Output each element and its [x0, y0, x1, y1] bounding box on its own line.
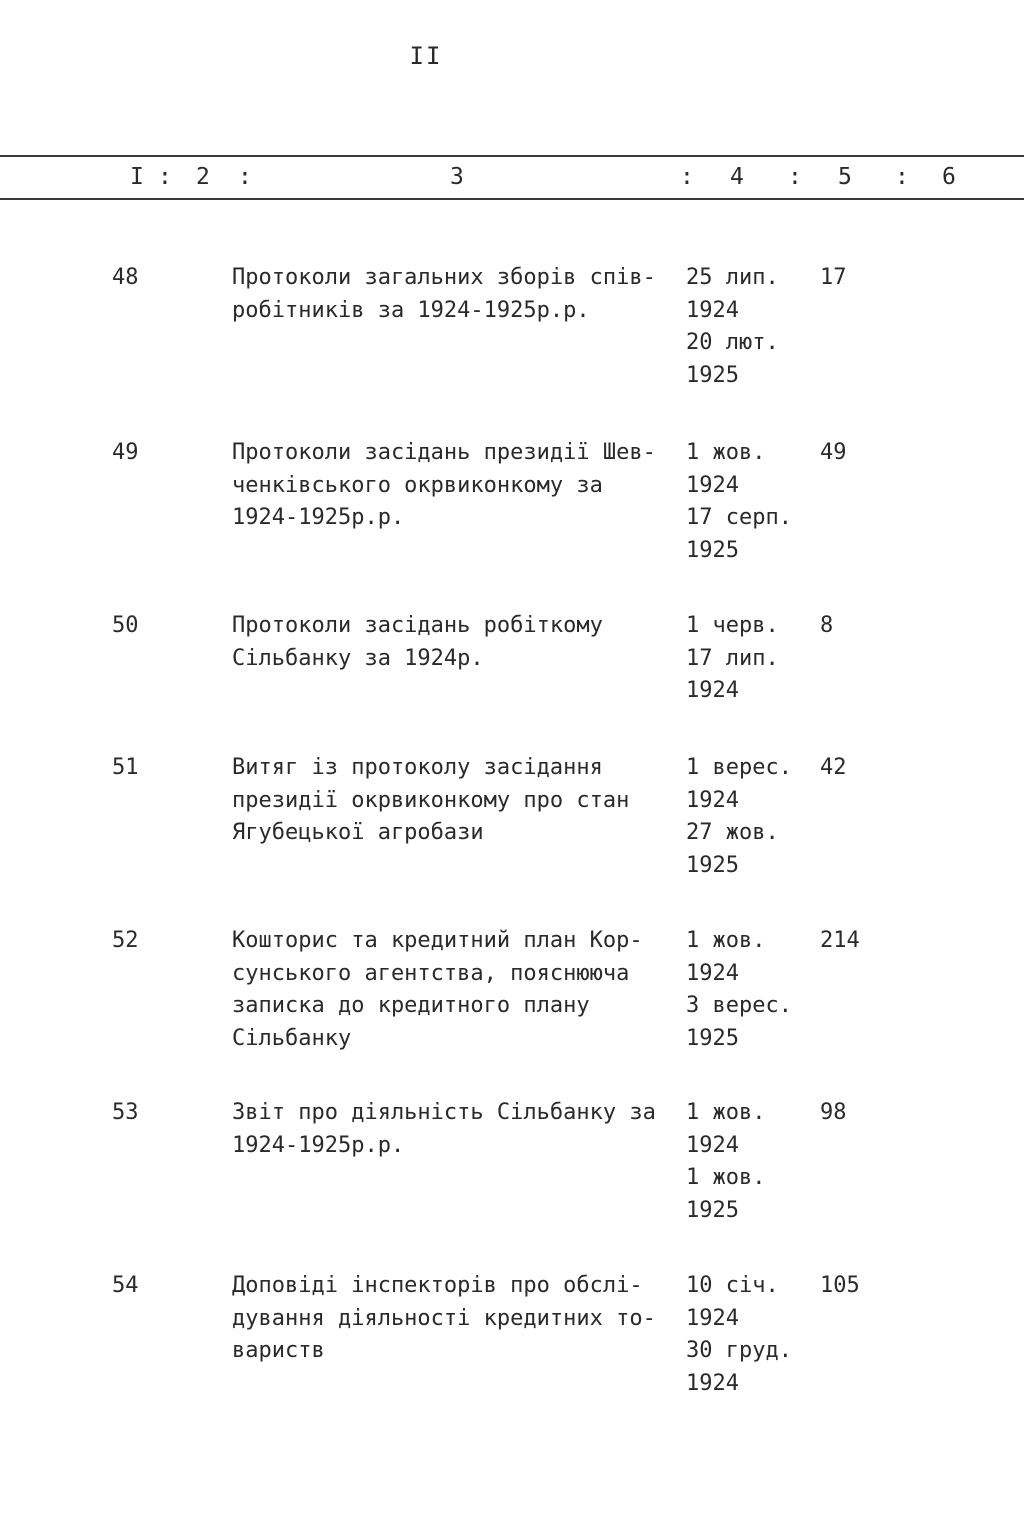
record-title: [232, 1097, 672, 1162]
record-title: [232, 752, 672, 850]
header-rule-top: [0, 155, 1024, 157]
column-header-3: 3: [450, 164, 464, 190]
column-header-4: 4: [730, 164, 744, 190]
record-number: 49: [112, 440, 139, 465]
record-dates: [686, 925, 816, 1055]
record-sheet-count: 214: [820, 928, 860, 953]
record-sheet-count: 98: [820, 1100, 847, 1125]
record-title-line: Протоколи засідань президії Шев-: [232, 440, 656, 465]
record-dates: [686, 752, 816, 882]
record-date-line: 1925: [686, 852, 739, 878]
column-separator: :: [238, 164, 252, 190]
column-header-6: 6: [942, 164, 956, 190]
column-separator: :: [158, 164, 172, 190]
record-title-line: сунського агентства, пояснююча: [232, 960, 630, 986]
record-date-line: 10 січ.: [686, 1273, 779, 1298]
record-date-line: 17 лип.: [686, 645, 779, 671]
record-date-line: 3 верес.: [686, 993, 792, 1018]
record-dates: [686, 610, 816, 708]
record-date-line: 1 жов.: [686, 1100, 766, 1125]
record-date-line: 1924: [686, 1370, 739, 1396]
record-dates: [686, 437, 816, 567]
record-date-line: 1924: [686, 1132, 739, 1158]
record-number: 53: [112, 1100, 139, 1125]
record-title: [232, 925, 672, 1055]
column-separator: :: [895, 164, 909, 190]
record-dates: [686, 262, 816, 392]
record-sheet-count: 49: [820, 440, 847, 465]
record-title-line: Звіт про діяльність Сільбанку за: [232, 1100, 656, 1125]
record-title-line: записка до кредитного плану: [232, 993, 590, 1018]
column-header-2: 2: [196, 164, 210, 190]
record-date-line: 1924: [686, 1305, 739, 1331]
record-title-line: Доповіді інспекторів про обслі-: [232, 1273, 643, 1298]
record-title-line: робітників за 1924-1925р.р.: [232, 297, 590, 323]
column-separator: :: [680, 164, 694, 190]
column-separator: :: [788, 164, 802, 190]
record-number: 50: [112, 613, 139, 638]
record-date-line: 1 верес.: [686, 755, 792, 780]
record-sheet-count: 105: [820, 1273, 860, 1298]
record-title: [232, 262, 672, 327]
record-dates: [686, 1097, 816, 1227]
record-number: 48: [112, 265, 139, 290]
record-title-line: Сільбанку за 1924р.: [232, 645, 484, 671]
record-title-line: ченківського окрвиконкому за: [232, 472, 603, 498]
record-number: 51: [112, 755, 139, 780]
record-title: [232, 437, 672, 535]
record-title-line: вариств: [232, 1338, 325, 1363]
record-date-line: 1 жов.: [686, 928, 766, 953]
page-number: II: [409, 42, 443, 70]
record-date-line: 27 жов.: [686, 820, 779, 845]
record-title-line: Протоколи загальних зборів спів-: [232, 265, 656, 290]
record-number: 52: [112, 928, 139, 953]
column-header-5: 5: [838, 164, 852, 190]
record-date-line: 1924: [686, 960, 739, 986]
record-date-line: 20 лют.: [686, 330, 779, 355]
record-dates: [686, 1270, 816, 1400]
record-title-line: Витяг із протоколу засідання: [232, 755, 603, 780]
record-date-line: 1924: [686, 678, 739, 703]
record-date-line: 1 черв.: [686, 613, 779, 638]
column-header-I: I: [130, 164, 144, 190]
record-date-line: 1924: [686, 297, 739, 323]
record-sheet-count: 17: [820, 265, 847, 290]
record-date-line: 1 жов.: [686, 1165, 766, 1190]
record-date-line: 25 лип.: [686, 265, 779, 290]
header-rule-bottom: [0, 198, 1024, 200]
record-title-line: Кошторис та кредитний план Кор-: [232, 928, 643, 953]
record-date-line: 1924: [686, 472, 739, 498]
record-title-line: президії окрвиконкому про стан: [232, 787, 630, 813]
record-title: [232, 1270, 672, 1368]
record-date-line: 1925: [686, 1025, 739, 1051]
record-title: [232, 610, 672, 675]
record-sheet-count: 42: [820, 755, 847, 780]
record-date-line: 1 жов.: [686, 440, 766, 465]
record-title-line: Протоколи засідань робіткому: [232, 613, 603, 638]
record-title-line: 1924-1925р.р.: [232, 505, 405, 530]
record-date-line: 1925: [686, 537, 739, 563]
record-title-line: дування діяльності кредитних то-: [232, 1305, 656, 1331]
record-date-line: 1925: [686, 362, 739, 388]
record-date-line: 1924: [686, 787, 739, 813]
record-title-line: Сільбанку: [232, 1025, 352, 1051]
record-date-line: 1925: [686, 1197, 739, 1223]
record-sheet-count: 8: [820, 613, 834, 638]
record-date-line: 30 груд.: [686, 1338, 792, 1363]
record-number: 54: [112, 1273, 139, 1298]
record-date-line: 17 серп.: [686, 505, 792, 530]
record-title-line: 1924-1925р.р.: [232, 1132, 405, 1158]
record-title-line: Ягубецької агробази: [232, 820, 484, 845]
